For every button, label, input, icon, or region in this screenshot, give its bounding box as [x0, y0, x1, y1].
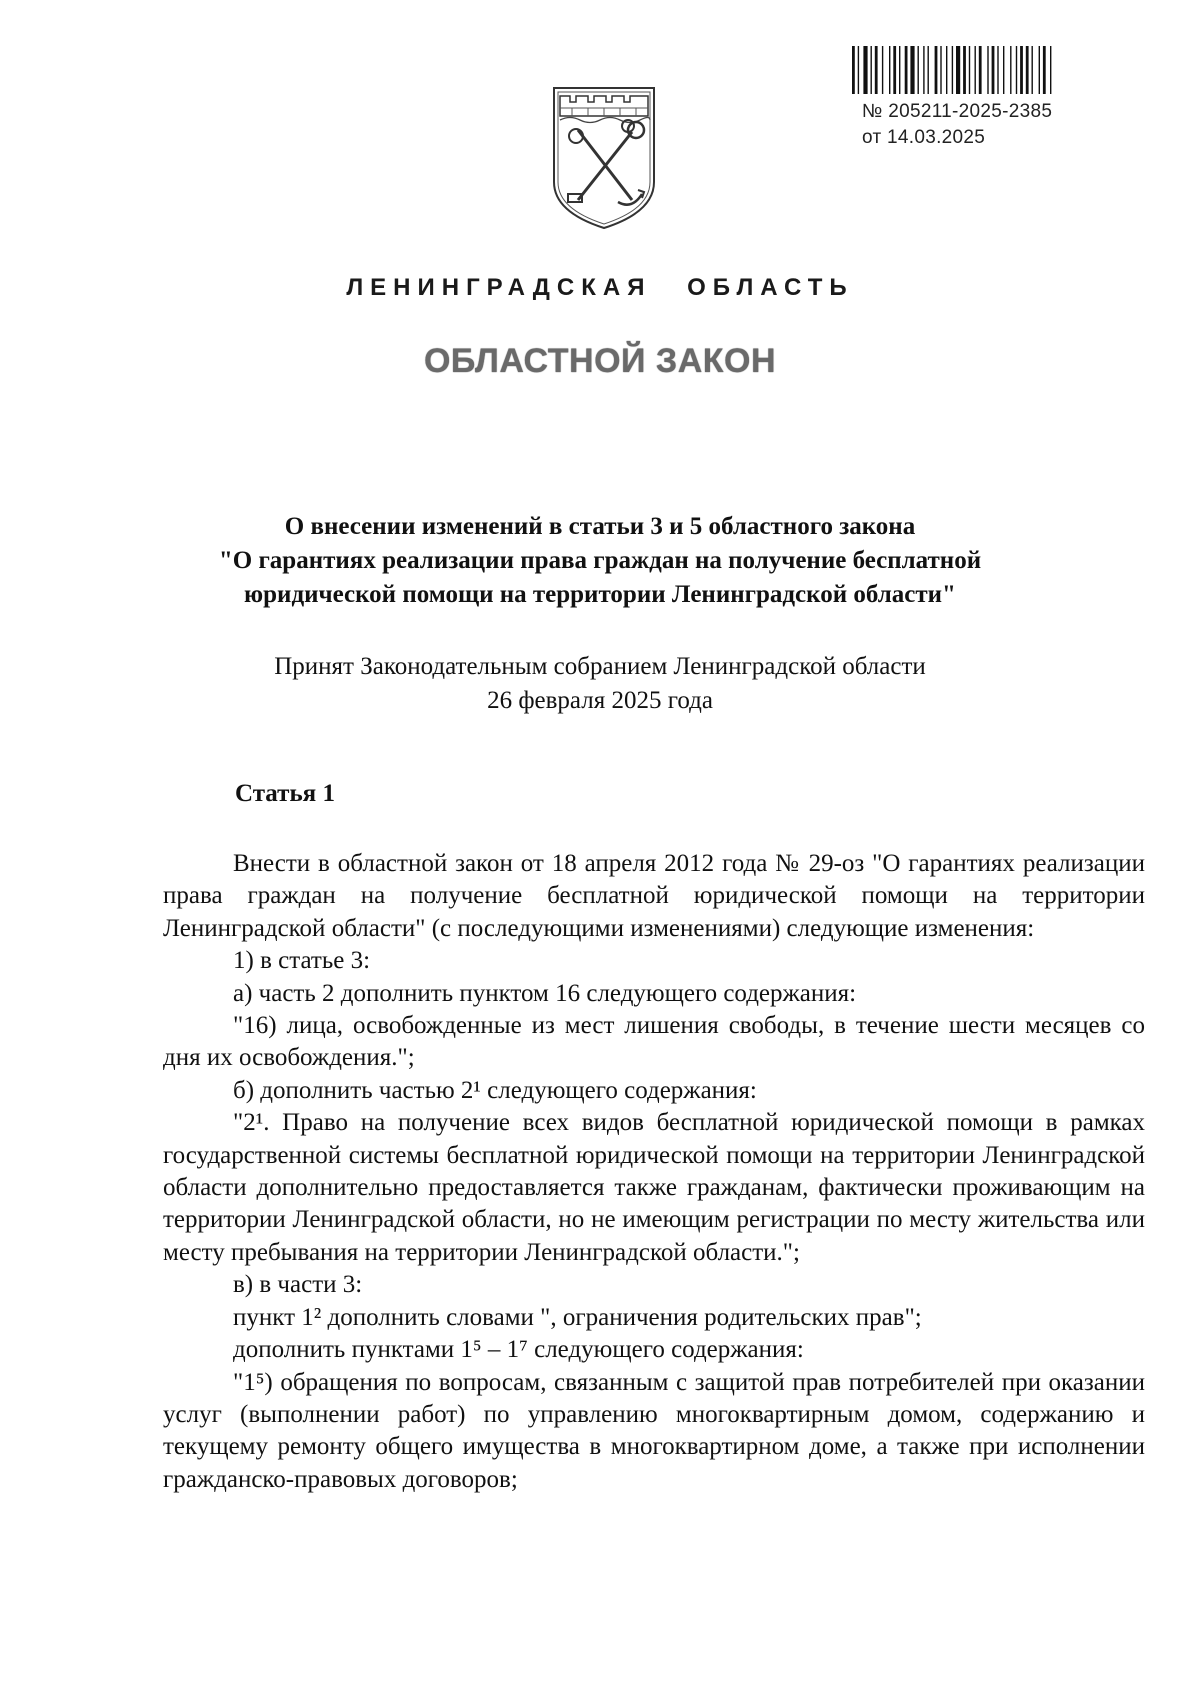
registration-date: от 14.03.2025 — [862, 127, 986, 148]
paragraph: а) часть 2 дополнить пунктом 16 следующего содержания: — [233, 979, 857, 1007]
law-title-line: юридической помощи на территории Ленинградской области" — [244, 581, 956, 608]
law-title-line: "О гарантиях реализации права граждан на получение бесплатной — [218, 547, 982, 574]
adoption-note — [120, 650, 1080, 718]
region-name: ЛЕНИНГРАДСКАЯ ОБЛАСТЬ — [346, 274, 854, 301]
paragraph: в) в части 3: — [233, 1271, 363, 1299]
paragraph: 1) в статье 3: — [233, 947, 371, 975]
article-heading: Статья 1 — [235, 780, 335, 807]
registration-number: № 205211-2025-2385 — [862, 101, 1053, 122]
paragraph: б) дополнить частью 2¹ следующего содержания: — [233, 1076, 757, 1104]
paragraph: пункт 1² дополнить словами ", ограничения родительских прав"; — [233, 1303, 922, 1331]
law-title — [120, 510, 1080, 612]
adoption-date: 26 февраля 2025 года — [487, 687, 713, 714]
adoption-body: Принят Законодательным собранием Ленинградской области — [274, 653, 926, 680]
paragraph: дополнить пунктами 1⁵ – 1⁷ следующего содержания: — [233, 1336, 804, 1364]
registration-block — [862, 99, 1052, 151]
paragraph: "2¹. Право на получение всех видов бесплатной юридической помощи в рамках государственной системы бесплатной юридической помощи на территории Ленинградской области дополнительно предоставляется также гражданам, фактически проживающим на территории Ленинградской области, но не имеющим регистрации по месту жительства или месту пребывания на территории Ленинградской области."; — [163, 1109, 1145, 1266]
coat-of-arms-emblem — [548, 82, 660, 232]
paragraph: Внести в областной закон от 18 апреля 2012 года № 29-оз "О гарантиях реализации права граждан на получение бесплатной юридической помощи на территории Ленинградской области" (с последующими изменениями) следующие изменения: — [163, 850, 1145, 942]
paragraph: "16) лица, освобожденные из мест лишения свободы, в течение шести месяцев со дня их освобождения."; — [163, 1012, 1145, 1072]
barcode — [850, 46, 1100, 94]
paragraph: "1⁵) обращения по вопросам, связанным с защитой прав потребителей при оказании услуг (выполнении работ) по управлению многоквартирным домом, содержанию и текущему ремонту общего имущества в многоквартирном доме, а также при исполнении гражданско-правовых договоров; — [163, 1368, 1145, 1493]
law-type-heading: ОБЛАСТНОЙ ЗАКОН — [423, 342, 777, 380]
law-title-line: О внесении изменений в статьи 3 и 5 областного закона — [284, 513, 916, 540]
article-body — [163, 848, 1145, 1496]
